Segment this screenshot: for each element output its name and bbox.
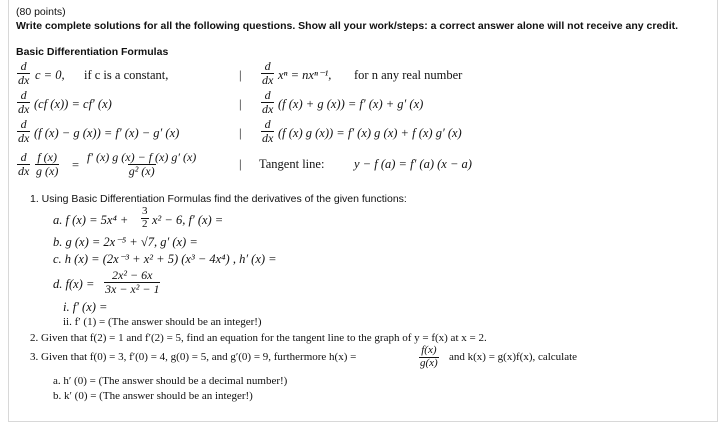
- question-1a-rhs: x² − 6, f′ (x) =: [152, 213, 224, 227]
- question-3a: a. h′ (0) = (The answer should be a decimal number!): [53, 375, 288, 387]
- quotient-rhs: $\frac{f' (x) g (x) - f (x) g' (x)}{\text{g² (x)}}$: [87, 150, 197, 178]
- question-3-lhs: 3. Given that f(0) = 3, f′(0) = 4, g(0) = 5, and g′(0) = 9, furthermore h(x) =: [30, 351, 357, 363]
- derivative-operator: $\frac{d}{dx}$: [262, 117, 274, 145]
- separator: |: [239, 68, 242, 82]
- question-1a-fraction: $\frac{3}{2}$: [142, 205, 148, 230]
- quotient-lhs: $\frac{f (x)}{g (x)}$: [36, 150, 59, 178]
- question-3b: b. k′ (0) = (The answer should be an integer!): [53, 390, 253, 402]
- question-1: 1. Using Basic Differentiation Formulas find the derivatives of the given functions:: [30, 193, 407, 205]
- power-rule: xⁿ = nxⁿ⁻¹,: [278, 68, 332, 82]
- constant-multiple-rule: (cf (x)) = cf′ (x): [34, 97, 112, 111]
- question-3-fraction: $\frac{f(x)}{g(x)}$: [420, 344, 438, 369]
- derivative-operator: $\frac{d}{dx}$: [18, 117, 30, 145]
- question-1c: c. h (x) = (2x⁻³ + x² + 5) (x³ − 4x⁴) , h′ (x) =: [53, 252, 277, 266]
- derivative-operator: $\frac{d}{dx}$: [262, 59, 274, 87]
- points-label: (80 points): [16, 6, 66, 18]
- question-1a-lhs: a. f (x) = 5x⁴ +: [53, 213, 129, 227]
- formulas-title: Basic Differentiation Formulas: [16, 46, 169, 58]
- derivative-operator: $\frac{d}{dx}$: [18, 88, 30, 116]
- question-1d-ii: ii. f′ (1) = (The answer should be an integer!): [63, 316, 262, 328]
- question-1b: b. g (x) = 2x⁻⁵ + √7, g′ (x) =: [53, 235, 198, 249]
- question-3-rhs: and k(x) = g(x)f(x), calculate: [449, 351, 578, 363]
- derivative-operator: $\frac{d}{dx}$: [262, 88, 274, 116]
- product-rule: (f (x) g (x)) = f′ (x) g (x) + f (x) g′ (x): [278, 126, 462, 140]
- tangent-line-formula: y − f (a) = f′ (a) (x − a): [354, 157, 472, 171]
- separator: |: [239, 126, 242, 140]
- separator: |: [239, 97, 242, 111]
- constant-rule-note: if c is a constant,: [84, 68, 169, 82]
- difference-rule: (f (x) − g (x)) = f′ (x) − g′ (x): [34, 126, 180, 140]
- derivative-operator: $\frac{d}{dx}$: [18, 150, 30, 178]
- question-2: 2. Given that f(2) = 1 and f′(2) = 5, find an equation for the tangent line to the graph of y = f(x) at x = 2.: [30, 332, 487, 344]
- question-1d-i: i. f′ (x) =: [63, 300, 108, 314]
- tangent-label: Tangent line:: [259, 157, 325, 171]
- constant-rule: c = 0,: [35, 68, 65, 82]
- separator: |: [239, 157, 242, 171]
- instructions: Write complete solutions for all the following questions. Show all your work/steps: a correct answer alone will not receive any credit.: [16, 20, 679, 32]
- question-1d-lhs: d. f(x) =: [53, 277, 95, 291]
- equals-sign: =: [72, 158, 80, 172]
- question-1d-fraction: $\frac{\text{2x² − 6x}}{\text{3x − x² − 1}}$: [105, 268, 160, 296]
- sum-rule: (f (x) + g (x)) = f′ (x) + g′ (x): [278, 97, 424, 111]
- derivative-operator: $\frac{d}{dx}$: [18, 59, 30, 87]
- power-rule-note: for n any real number: [354, 68, 463, 82]
